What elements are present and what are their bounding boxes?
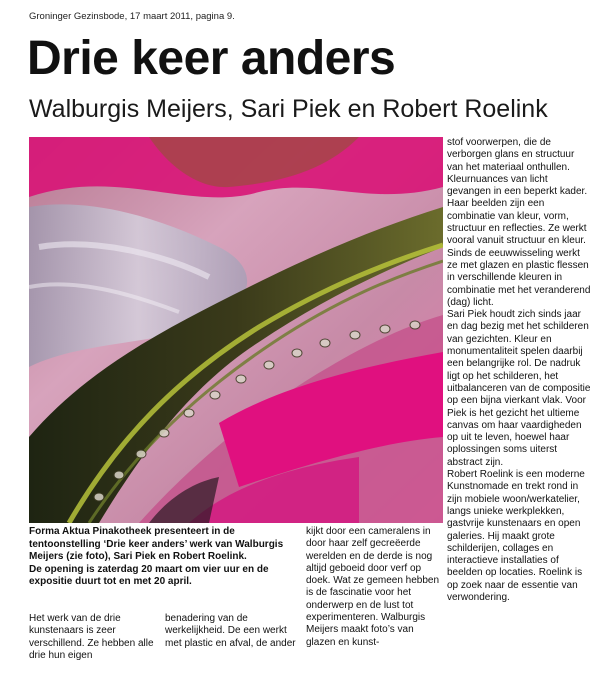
- body-column-4: [447, 137, 593, 604]
- body-paragraph-piek: Sari Piek houdt zich sinds jaar en dag bezig met het schilderen van gezichten. Kleur en monumentaliteit spelen daarbij een belangrijke rol. De nadruk ligt op het schilderen, het uitbalanceren van de compositie op een bijna vierkant vlak. Voor Piek is het gezicht het ultieme canvas om haar vaardigheden op uit te leven, hoewel haar oplossingen soms uiterst abstract zijn.: [447, 309, 591, 468]
- caption-intro: Forma Aktua Pinakotheek presenteert in de tentoonstelling ‘Drie keer anders’ werk van Walburgis Meijers (zie foto), Sari Piek en Robert Roelink.: [29, 526, 284, 563]
- artwork-photo: [29, 137, 443, 523]
- body-column-2: [165, 613, 296, 650]
- headline: Drie keer anders: [27, 32, 396, 85]
- subheadline: Walburgis Meijers, Sari Piek en Robert Roelink: [29, 95, 548, 123]
- body-paragraph-roelink: Robert Roelink is een moderne Kunstnomade en trekt rond in zijn mobiele woon/werkatelier, langs unieke werkplekken, gastvrije kunstenaars en open galeries. Hij maakt grote schilderijen, collages en interactieve installaties of beelden op locaties. Roelink is op zoek naar de essentie van verwondering.: [447, 469, 585, 603]
- body-text: benadering van de werkelijkheid. De een werkt met plastic en afval, de ander: [165, 613, 296, 649]
- caption-opening: De opening is zaterdag 20 maart om vier uur en de expositie duurt tot en met 20 april.: [29, 563, 269, 588]
- source-line: Groninger Gezinsbode, 17 maart 2011, pagina 9.: [29, 11, 235, 22]
- body-paragraph-meijers: stof voorwerpen, die de verborgen glans en structuur van het materiaal onthullen. Kleurnuances van licht gevangen in een beperkt kader. Haar beelden zijn een combinatie van kleur, vorm, structuur en reflecties. Ze werkt vooral vanuit structuur en kleur. Sinds de eeuwwisseling werkt ze met glazen en plastic flessen in verschillende kleuren in combinatie met het veranderend (dag) licht.: [447, 137, 591, 308]
- body-text: Het werk van de drie kunstenaars is zeer verschillend. Ze hebben alle drie hun eigen: [29, 613, 154, 661]
- artwork-photo-graphic: [29, 137, 443, 523]
- body-column-1: [29, 613, 161, 662]
- body-column-3: [306, 526, 440, 649]
- photo-caption: [29, 526, 301, 589]
- body-text: kijkt door een cameralens in door haar zelf gecreëerde werelden en de derde is nog altijd geboeid door verf op doek. Wat ze gemeen hebben is de fascinatie voor het onderwerp en de lust tot experimenteren. Walburgis Meijers maakt foto’s van glazen en kunst-: [306, 526, 440, 648]
